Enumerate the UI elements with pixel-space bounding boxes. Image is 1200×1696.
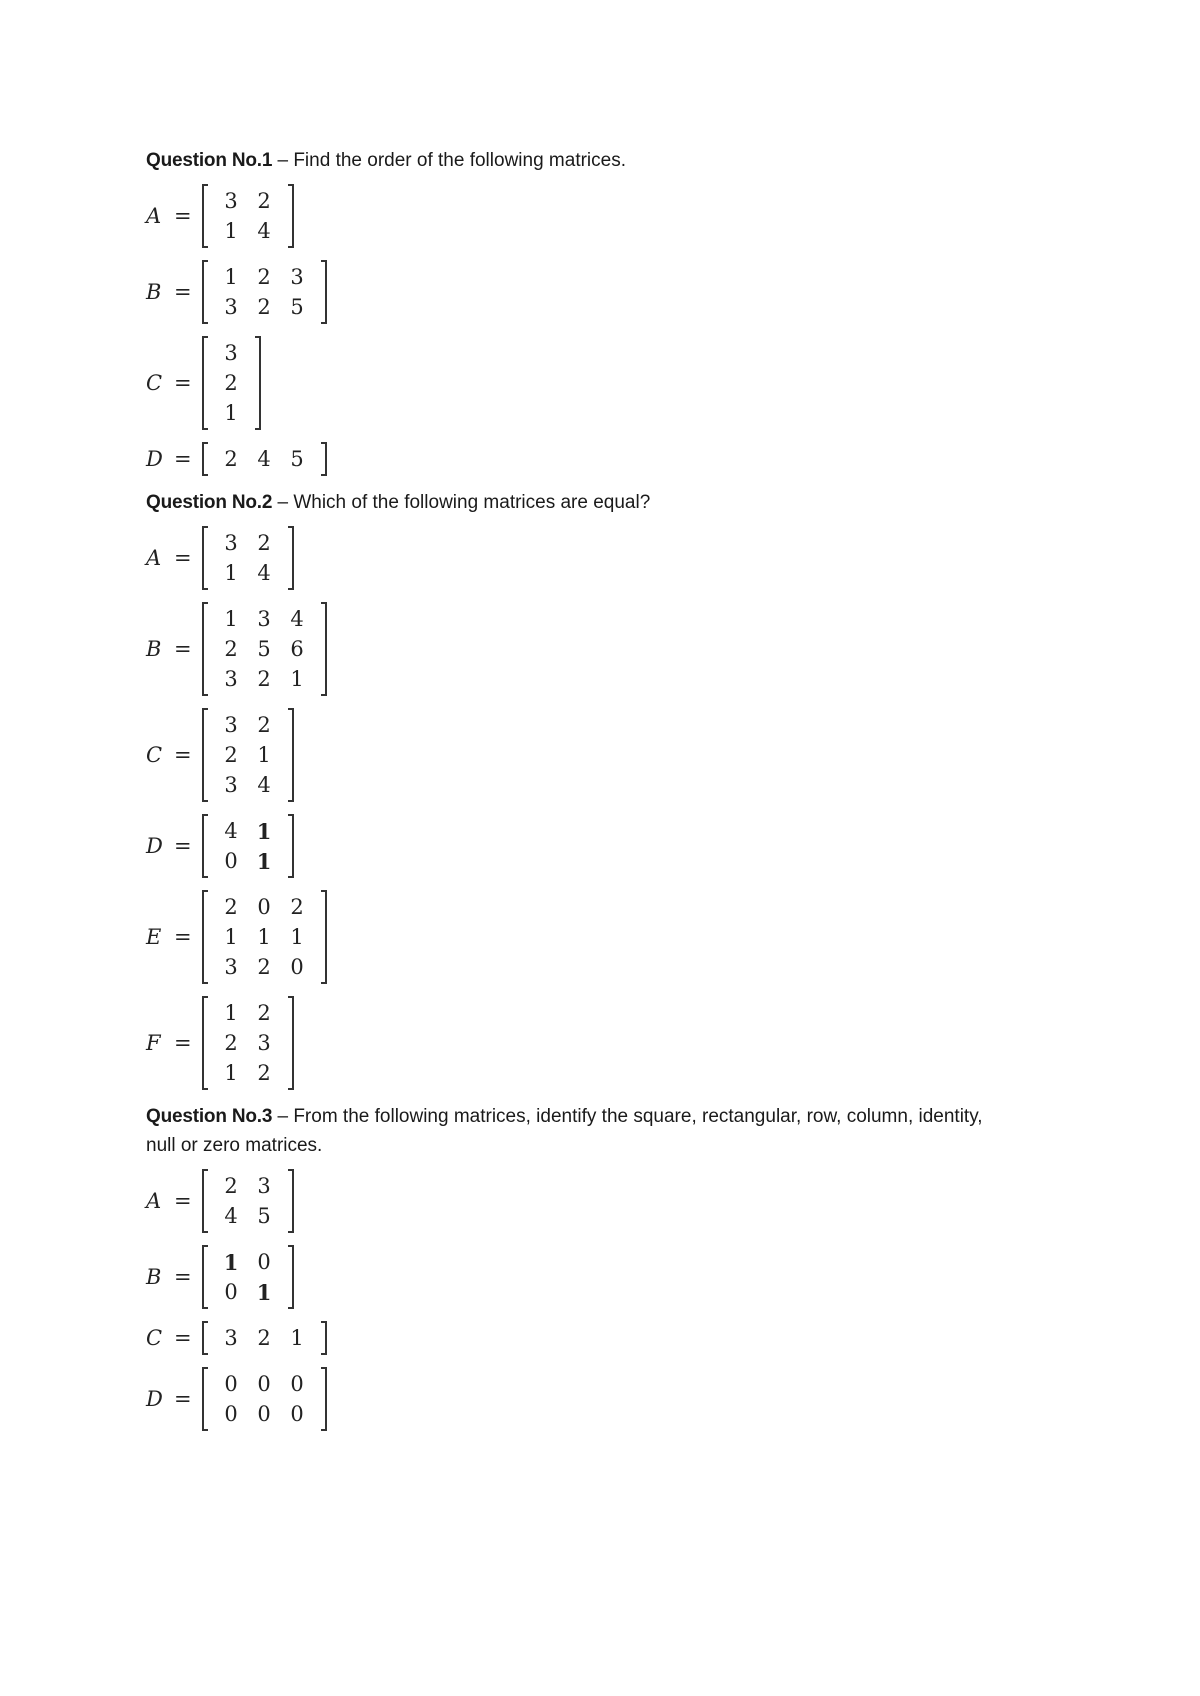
matrix-name: C [146,1326,163,1350]
matrix-cell: 0 [257,1372,271,1396]
matrix-grid [215,1247,281,1307]
matrix-cell: 2 [290,895,304,919]
matrix-row [215,368,248,398]
matrix-cell: 4 [257,219,271,243]
matrix-brackets [202,336,261,430]
matrix-name: D [146,834,163,858]
matrix-row [215,1028,281,1058]
matrix-cell: 3 [224,667,238,691]
matrix-brackets [202,602,327,696]
matrix-row [215,338,248,368]
question-text: – Which of the following matrices are equal? [272,492,651,513]
matrix-cell: 3 [257,1031,271,1055]
matrix-row [215,1323,314,1353]
matrix-cell: 0 [257,1402,271,1426]
matrix-name: C [146,743,163,767]
matrix-cell: 1 [224,1061,238,1085]
matrix-cell: 1 [224,925,238,949]
matrix-name: B [146,280,162,304]
equals-sign: = [174,204,192,228]
matrix-row [215,634,314,664]
equals-sign: = [174,637,192,661]
matrix-brackets [202,1321,327,1355]
matrix-row [215,922,314,952]
matrix-brackets [202,708,294,802]
matrix-cell: 0 [290,1402,304,1426]
matrix-row [215,1277,281,1307]
matrix-row [215,1399,314,1429]
matrix-grid [215,892,314,982]
matrix-grid [215,1369,314,1429]
matrix-cell: 2 [257,1061,271,1085]
matrix-cell: 2 [224,743,238,767]
matrix-cell: 3 [224,955,238,979]
matrix-row [215,216,281,246]
matrix-brackets [202,890,327,984]
equals-sign: = [174,1265,192,1289]
matrix-row [215,262,314,292]
matrix-brackets [202,442,327,476]
matrix-block [146,1245,1046,1309]
matrix-cell: 5 [290,295,304,319]
matrix-name: A [146,204,162,228]
matrix-row [215,1201,281,1231]
matrix-cell: 2 [257,265,271,289]
matrix-block [146,1367,1046,1431]
matrix-cell: 4 [290,607,304,631]
matrix-block [146,336,1046,430]
matrix-cell: 5 [290,447,304,471]
equals-sign: = [174,925,192,949]
matrix-cell: 5 [257,637,271,661]
matrix-block [146,184,1046,248]
question-heading [146,488,1006,517]
matrix-cell: 2 [257,1001,271,1025]
matrix-row [215,664,314,694]
matrix-grid [215,262,314,322]
matrix-cell: 2 [257,713,271,737]
matrix-name: B [146,1265,162,1289]
matrix-brackets [202,1367,327,1431]
matrix-grid [215,998,281,1088]
question-text: – From the following matrices, identify the square, rectangular, row, column, identity, null or zero matrices. [146,1106,983,1156]
matrix-cell: 0 [290,1372,304,1396]
matrix-cell: 0 [290,955,304,979]
matrix-brackets [202,1245,294,1309]
matrix-cell: 1 [256,1279,272,1305]
document-body [146,146,1046,1431]
matrix-cell: 2 [224,637,238,661]
matrix-cell: 1 [224,401,238,425]
matrix-cell: 1 [256,818,272,844]
matrix-cell: 0 [224,849,238,873]
matrix-cell: 1 [224,219,238,243]
matrix-block [146,1169,1046,1233]
matrix-row [215,816,281,846]
matrix-brackets [202,184,294,248]
matrix-cell: 3 [224,189,238,213]
matrix-cell: 3 [224,531,238,555]
matrix-cell: 1 [224,607,238,631]
matrix-cell: 2 [257,189,271,213]
question-text: – Find the order of the following matrices. [272,150,626,171]
matrix-row [215,528,281,558]
matrix-cell: 0 [257,895,271,919]
question-label: Question No.3 [146,1106,273,1127]
matrix-brackets [202,1169,294,1233]
matrix-cell: 2 [224,1174,238,1198]
matrix-cell: 3 [290,265,304,289]
matrix-row [215,846,281,876]
matrix-cell: 3 [224,341,238,365]
matrix-cell: 1 [224,265,238,289]
matrix-cell: 3 [257,607,271,631]
matrix-block [146,996,1046,1090]
matrix-cell: 2 [224,371,238,395]
matrix-cell: 3 [224,1326,238,1350]
matrix-cell: 2 [257,667,271,691]
matrix-cell: 4 [257,447,271,471]
matrix-grid [215,186,281,246]
matrix-cell: 2 [224,1031,238,1055]
matrix-cell: 4 [257,561,271,585]
matrix-block [146,260,1046,324]
matrix-row [215,1369,314,1399]
matrix-name: B [146,637,162,661]
question-label: Question No.2 [146,492,273,513]
matrix-block [146,890,1046,984]
matrix-row [215,998,281,1028]
equals-sign: = [174,1387,192,1411]
matrix-grid [215,338,248,428]
matrix-name: F [146,1031,161,1055]
matrix-row [215,770,281,800]
matrix-row [215,952,314,982]
matrix-brackets [202,260,327,324]
question-1 [146,146,1046,476]
matrix-grid [215,710,281,800]
matrix-brackets [202,996,294,1090]
matrix-block [146,526,1046,590]
matrix-cell: 3 [224,295,238,319]
matrix-row [215,444,314,474]
matrix-row [215,892,314,922]
matrix-row [215,186,281,216]
matrix-cell: 1 [223,1249,239,1275]
matrix-cell: 3 [257,1174,271,1198]
matrix-brackets [202,814,294,878]
matrix-name: A [146,1189,162,1213]
matrix-cell: 3 [224,713,238,737]
matrix-cell: 4 [224,819,238,843]
matrix-row [215,398,248,428]
matrix-cell: 0 [224,1372,238,1396]
equals-sign: = [174,546,192,570]
matrix-grid [215,604,314,694]
question-heading [146,146,1006,175]
matrix-name: D [146,1387,163,1411]
matrix-cell: 1 [290,667,304,691]
matrix-row [215,558,281,588]
matrix-cell: 3 [224,773,238,797]
matrix-block [146,814,1046,878]
matrix-block [146,1321,1046,1355]
matrix-cell: 2 [257,1326,271,1350]
matrix-cell: 1 [257,743,271,767]
matrix-block [146,708,1046,802]
question-label: Question No.1 [146,150,273,171]
matrix-cell: 5 [257,1204,271,1228]
matrix-grid [215,816,281,876]
matrix-cell: 0 [224,1280,238,1304]
matrix-row [215,710,281,740]
matrix-cell: 0 [224,1402,238,1426]
question-2 [146,488,1046,1090]
matrix-cell: 4 [224,1204,238,1228]
matrix-row [215,1171,281,1201]
matrix-cell: 2 [224,895,238,919]
matrix-cell: 1 [290,1326,304,1350]
equals-sign: = [174,280,192,304]
matrix-grid [215,1323,314,1353]
matrix-cell: 1 [257,925,271,949]
matrix-grid [215,528,281,588]
matrix-cell: 2 [257,531,271,555]
equals-sign: = [174,1326,192,1350]
matrix-cell: 0 [257,1250,271,1274]
matrix-row [215,1247,281,1277]
question-heading [146,1102,1006,1160]
matrix-name: A [146,546,162,570]
matrix-grid [215,1171,281,1231]
matrix-block [146,442,1046,476]
matrix-cell: 2 [257,295,271,319]
equals-sign: = [174,1189,192,1213]
equals-sign: = [174,447,192,471]
matrix-cell: 1 [224,561,238,585]
matrix-row [215,292,314,322]
matrix-brackets [202,526,294,590]
question-3 [146,1102,1046,1431]
matrix-cell: 2 [257,955,271,979]
matrix-row [215,604,314,634]
matrix-cell: 2 [224,447,238,471]
matrix-cell: 6 [290,637,304,661]
matrix-cell: 1 [256,848,272,874]
matrix-name: C [146,371,163,395]
matrix-cell: 1 [290,925,304,949]
equals-sign: = [174,1031,192,1055]
matrix-name: E [146,925,162,949]
matrix-row [215,1058,281,1088]
matrix-block [146,602,1046,696]
matrix-name: D [146,447,163,471]
equals-sign: = [174,743,192,767]
equals-sign: = [174,834,192,858]
matrix-cell: 1 [224,1001,238,1025]
matrix-grid [215,444,314,474]
matrix-row [215,740,281,770]
matrix-cell: 4 [257,773,271,797]
equals-sign: = [174,371,192,395]
